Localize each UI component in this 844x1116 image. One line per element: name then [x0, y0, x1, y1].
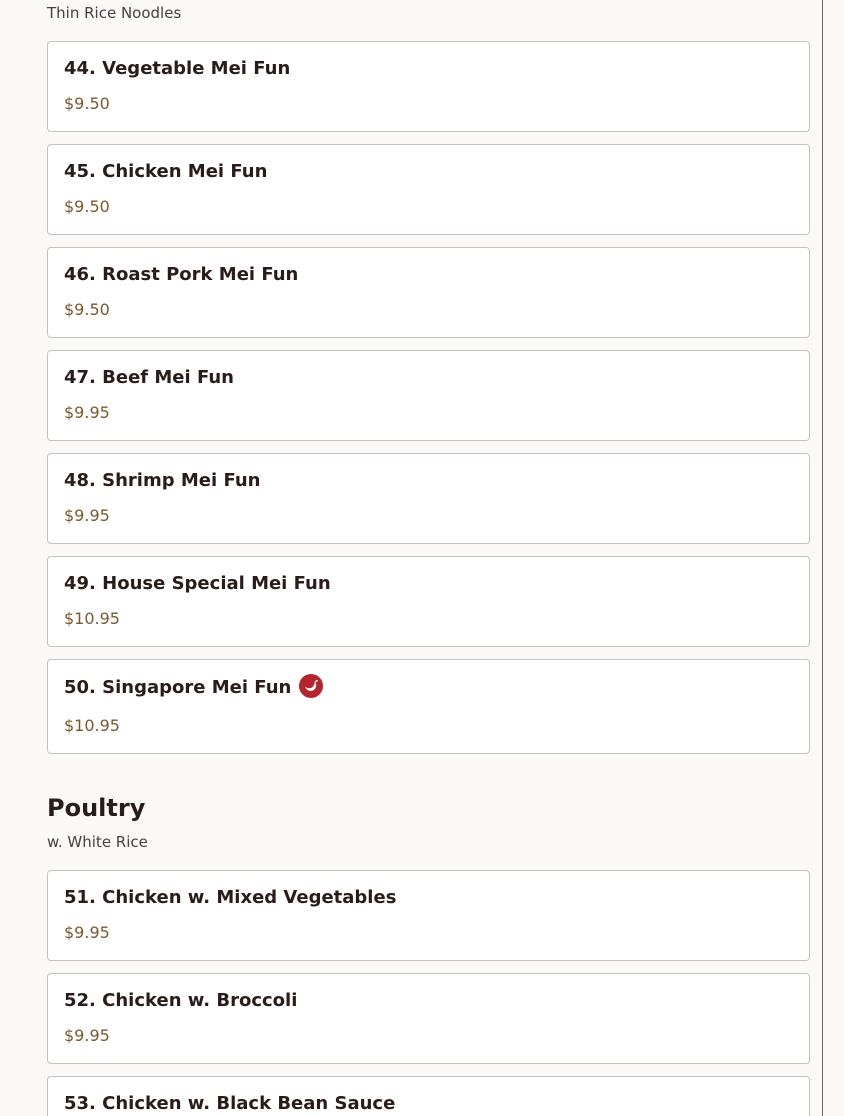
menu-item-price: $9.95 [64, 923, 110, 942]
menu-item-name: 47. Beef Mei Fun [64, 367, 234, 388]
menu-item-name: 49. House Special Mei Fun [64, 573, 331, 594]
menu-item-card[interactable] [47, 973, 810, 1064]
menu-item-price: $10.95 [64, 609, 120, 628]
menu-item-name: 51. Chicken w. Mixed Vegetables [64, 887, 397, 908]
menu-item-price: $9.95 [64, 506, 110, 525]
section-description-mei-fun: Thin Rice Noodles [47, 4, 182, 22]
menu-item-card[interactable] [47, 247, 810, 338]
menu-item-name: 44. Vegetable Mei Fun [64, 58, 291, 79]
menu-item-name: 48. Shrimp Mei Fun [64, 470, 261, 491]
page-divider [822, 0, 823, 1116]
menu-item-name: 46. Roast Pork Mei Fun [64, 264, 299, 285]
section-description-poultry: w. White Rice [47, 833, 148, 851]
menu-item-card[interactable] [47, 41, 810, 132]
menu-item-price: $9.95 [64, 403, 110, 422]
menu-item-card[interactable] [47, 453, 810, 544]
menu-item-price: $9.95 [64, 1026, 110, 1045]
menu-item-name: 52. Chicken w. Broccoli [64, 990, 298, 1011]
menu-item-card[interactable] [47, 350, 810, 441]
spicy-pepper-icon [299, 674, 323, 698]
section-title-poultry: Poultry [47, 794, 146, 822]
menu-item-card[interactable] [47, 659, 810, 754]
menu-item-price: $9.50 [64, 197, 110, 216]
menu-item-price: $9.50 [64, 94, 110, 113]
menu-item-name-text: 50. Singapore Mei Fun [64, 677, 292, 698]
menu-item-card[interactable] [47, 1076, 810, 1116]
menu-item-card[interactable] [47, 144, 810, 235]
menu-item-price: $10.95 [64, 716, 120, 735]
menu-item-name: 45. Chicken Mei Fun [64, 161, 268, 182]
menu-item-card[interactable] [47, 556, 810, 647]
menu-item-price: $9.50 [64, 300, 110, 319]
menu-item-name [64, 678, 323, 698]
menu-item-name: 53. Chicken w. Black Bean Sauce [64, 1093, 396, 1114]
menu-item-card[interactable] [47, 870, 810, 961]
